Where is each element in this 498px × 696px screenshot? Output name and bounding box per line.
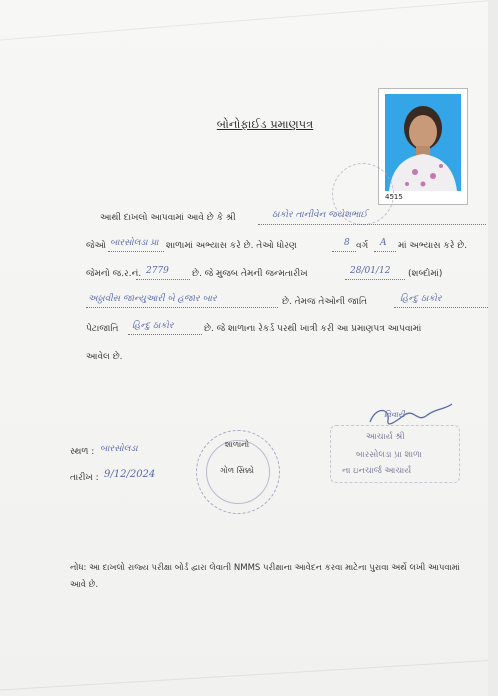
photo-number: 4515: [385, 193, 403, 201]
student-photo-image: [385, 94, 461, 191]
seal-top-text: શાળાનો: [224, 440, 250, 449]
birth-date-words: અઠ્ઠાવીસ જાન્યુઆરી બે હજાર બાર: [88, 294, 217, 304]
caste-dots: [394, 307, 488, 308]
caste: હિન્દુ ઠાકોર: [400, 294, 442, 304]
gr-dots: [136, 279, 190, 280]
principal-rect-stamp: [330, 425, 460, 483]
line6: આવેલ છે.: [86, 352, 123, 362]
line4-middle: છે. તેમજ તેઓની જાતિ: [282, 297, 368, 307]
place-value: બારસોલડા: [100, 444, 138, 454]
student-name: ઠાકોર તાનીવેન જયેશભાઈ: [272, 210, 368, 220]
document-title: બોનોફાઈડ પ્રમાણપત્ર: [216, 117, 314, 131]
gr-number: 2779: [146, 266, 169, 276]
division: A: [380, 238, 387, 248]
line2-end: માં અભ્યાસ કરે છે.: [398, 241, 468, 251]
division-dots: [374, 251, 396, 252]
birthdate-dots: [345, 279, 405, 280]
date-value: 9/12/2024: [104, 469, 156, 480]
words-dots: [86, 307, 278, 308]
signature-scrawl: તિવારી: [384, 410, 405, 419]
name-dots: [258, 224, 486, 225]
seal-bottom-text: ગોળ સિક્કો: [220, 466, 254, 475]
line5-prefix: પેટાજાતિ: [86, 324, 119, 334]
date-label: તારીખ :: [70, 473, 99, 483]
birth-date: 28/01/12: [350, 266, 391, 276]
place-label: સ્થળ :: [70, 447, 95, 457]
school-name: બારસોલડા પ્રા: [110, 238, 159, 248]
standard: 8: [344, 238, 350, 248]
principal-line1: આચાર્ય શ્રી: [366, 432, 405, 442]
principal-line3: ના ઇનચાર્જ આચાર્ય: [342, 466, 412, 476]
school-dots: [108, 251, 164, 252]
line1-prefix: આથી દાખલો આપવામાં આવે છે કે શ્રી: [100, 213, 236, 223]
footer-note: નોંધ: આ દાખલો રાજ્ય પરીક્ષા બોર્ડ દ્વારા લેવાતી NMMS પરીક્ષાના આવેદન કરવા માટેના પુરાવા અર્થે લખી આપવામાં આવે છે.: [70, 563, 460, 590]
class-label: વર્ગ: [356, 241, 369, 251]
line2-middle: શાળામાં અભ્યાસ કરે છે. તેઓ ધોરણ: [166, 241, 297, 251]
standard-dots: [332, 251, 356, 252]
line5-end: છે. જે શાળાના રેકર્ડ પરથી ખાત્રી કરી આ પ્રમાણપત્ર આપવામાં: [204, 324, 422, 334]
line3-prefix: જેમનો જ.ર.નં.: [86, 269, 142, 279]
line3-middle: છે. જે મુજબ તેમની જન્મતારીખ: [192, 269, 308, 279]
line2-prefix: જેઓ: [86, 241, 106, 251]
subcaste: હિન્દુ ઠાકોર: [132, 321, 174, 331]
principal-line2: બારસોલડા પ્રા શાળા: [356, 450, 422, 460]
line3-end: (શબ્દોમાં): [408, 269, 443, 279]
subcaste-dots: [128, 334, 202, 335]
